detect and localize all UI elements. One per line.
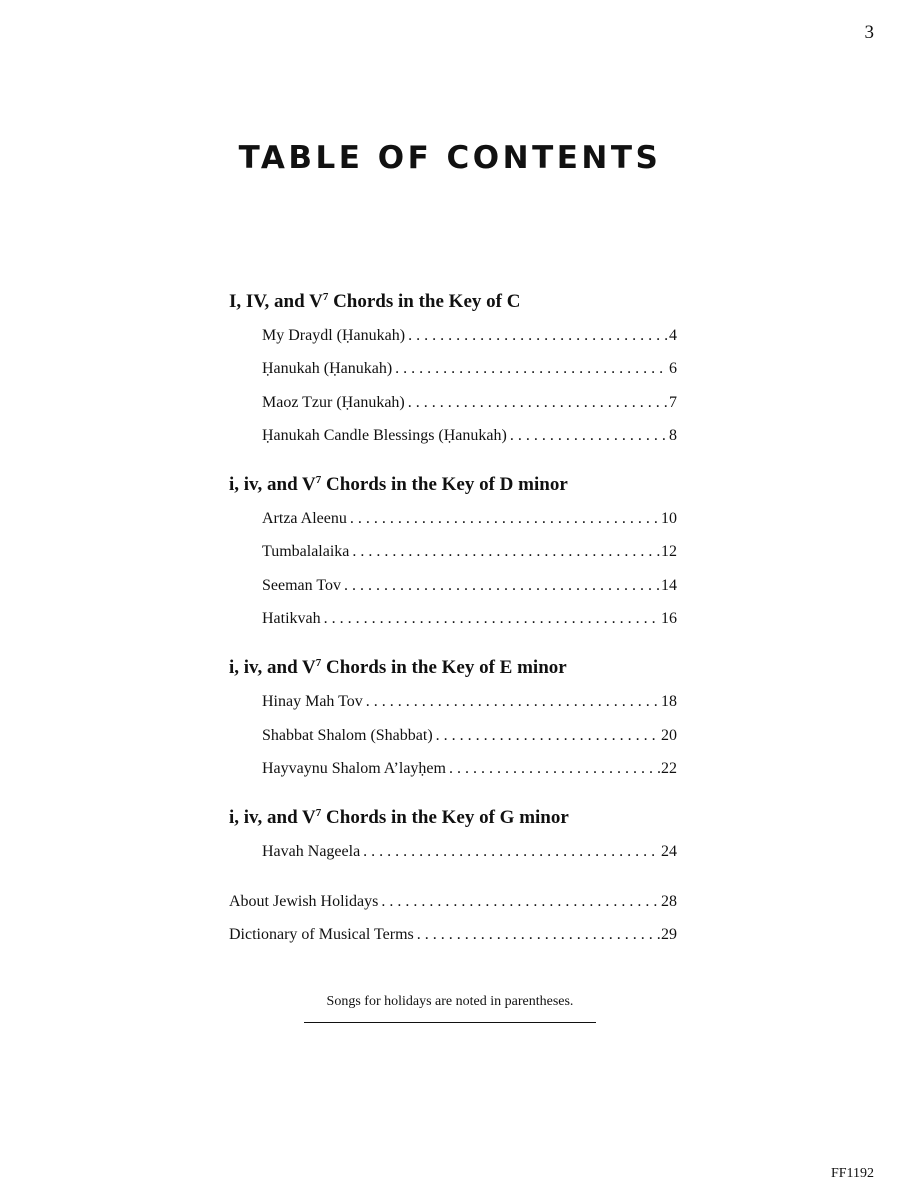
toc-entry[interactable] xyxy=(229,419,677,452)
dot-leader xyxy=(352,535,660,568)
toc-section xyxy=(229,651,677,785)
toc-entry[interactable] xyxy=(229,885,677,918)
toc-entry[interactable] xyxy=(229,535,677,568)
entry-title: Ḥanukah (Ḥanukah) xyxy=(262,360,393,378)
toc-entry[interactable] xyxy=(229,918,677,951)
dot-leader xyxy=(381,885,660,918)
entry-title: About Jewish Holidays xyxy=(229,892,379,910)
footnote-divider xyxy=(304,1022,596,1023)
section-heading: i, iv, and $V^7$ Chords in the Key of E minor xyxy=(229,657,567,679)
toc-section xyxy=(229,468,677,635)
toc-entry[interactable] xyxy=(229,835,677,868)
entry-page: 22 xyxy=(661,759,677,777)
dot-leader xyxy=(324,602,660,635)
entry-title: Hayvaynu Shalom A’layḥem xyxy=(262,759,446,777)
table-of-contents xyxy=(229,285,677,951)
section-heading: i, iv, and $V^7$ Chords in the Key of G minor xyxy=(229,807,569,829)
entry-page: 16 xyxy=(661,610,677,628)
entry-page: 4 xyxy=(669,327,677,344)
dot-leader xyxy=(436,719,660,752)
entry-page: 28 xyxy=(661,892,677,910)
entry-page: 24 xyxy=(661,843,677,861)
entry-title: Ḥanukah Candle Blessings (Ḥanukah) xyxy=(262,426,507,444)
dot-leader xyxy=(344,569,660,602)
dot-leader xyxy=(408,386,668,419)
toc-entry[interactable] xyxy=(229,352,677,385)
page-number: 3 xyxy=(864,22,874,43)
toc-section xyxy=(229,801,677,868)
toc-extras xyxy=(229,885,677,952)
toc-section xyxy=(229,285,677,452)
footnote: Songs for holidays are noted in parentheses. xyxy=(326,994,574,1009)
dot-leader xyxy=(417,918,660,951)
dot-leader xyxy=(395,352,668,385)
toc-entry[interactable] xyxy=(229,502,677,535)
toc-entry[interactable] xyxy=(229,319,677,352)
dot-leader xyxy=(363,835,660,868)
dot-leader xyxy=(366,685,660,718)
toc-entry[interactable] xyxy=(229,685,677,718)
entry-title: My Draydl (Ḥanukah) xyxy=(262,327,406,344)
entry-title: Shabbat Shalom (Shabbat) xyxy=(262,726,433,744)
catalog-code: FF1192 xyxy=(830,1166,874,1181)
section-heading: I, IV, and $V^7$ Chords in the Key of C xyxy=(229,291,521,312)
entry-title: Hatikvah xyxy=(262,610,321,628)
entry-page: 20 xyxy=(661,726,677,744)
dot-leader xyxy=(408,319,668,352)
entry-page: 14 xyxy=(661,576,677,594)
toc-entry[interactable] xyxy=(229,752,677,785)
entry-page: 6 xyxy=(669,360,677,378)
entry-title: Maoz Tzur (Ḥanukah) xyxy=(262,393,405,411)
entry-title: Artza Aleenu xyxy=(262,510,347,528)
dot-leader xyxy=(449,752,660,785)
entry-page: 18 xyxy=(661,693,677,711)
toc-entry[interactable] xyxy=(229,719,677,752)
entry-title: Seeman Tov xyxy=(262,576,342,594)
entry-page: 7 xyxy=(669,393,677,411)
toc-entry[interactable] xyxy=(229,386,677,419)
toc-entry[interactable] xyxy=(229,569,677,602)
entry-title: Dictionary of Musical Terms xyxy=(229,925,414,943)
entry-page: 29 xyxy=(661,925,677,943)
toc-entry[interactable] xyxy=(229,602,677,635)
section-heading: i, iv, and $V^7$ Chords in the Key of D minor xyxy=(229,474,568,496)
dot-leader xyxy=(510,419,668,452)
entry-page: 8 xyxy=(669,426,677,444)
entry-title: Hinay Mah Tov xyxy=(262,693,363,711)
entry-page: 12 xyxy=(661,543,677,561)
dot-leader xyxy=(350,502,660,535)
entry-page: 10 xyxy=(661,510,677,528)
entry-title: Tumbalalaika xyxy=(262,543,350,561)
entry-title: Havah Nageela xyxy=(262,843,361,861)
page-title: TABLE OF CONTENTS xyxy=(238,140,662,176)
